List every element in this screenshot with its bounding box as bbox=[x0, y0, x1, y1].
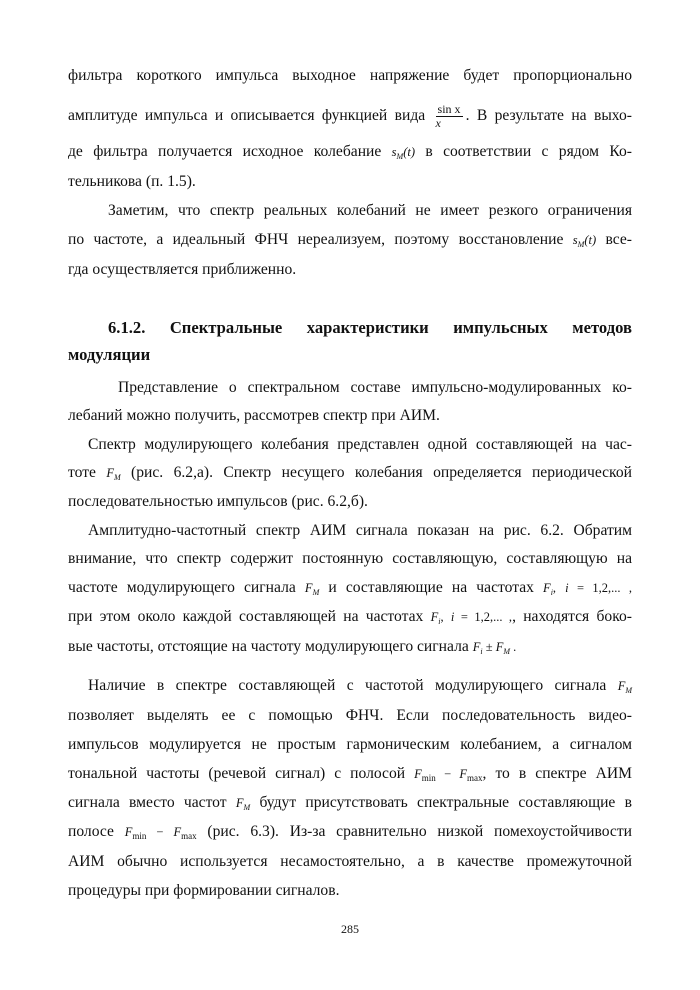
text-line: внимание, что спектр содержит постоянную составляющую, составляющую на bbox=[68, 550, 632, 567]
text-line: по частоте, а идеальный ФНЧ нереализуем, поэтому восстановление $s_M(t)$ все- bbox=[68, 231, 632, 249]
text-line: тоте $F_M$ (рис. 6.2,а). Спектр несущего колебания определяется периодической bbox=[68, 464, 632, 482]
text-line: импульсов модулируется не простым гармоническим колебанием, а сигналом bbox=[68, 736, 632, 753]
freq-Fi-formula: $F_i$, bbox=[543, 581, 557, 597]
index-range-formula: i = 1,2,... , bbox=[565, 581, 632, 595]
page-number: 285 bbox=[341, 922, 359, 936]
text-line: Наличие в спектре составляющей с частотой модулирующего сигнала $F_M$ bbox=[88, 677, 632, 695]
signal-sm-formula: $s_M(t)$ bbox=[391, 145, 416, 161]
text-line: АИМ обычно используется несамостоятельно, а в качестве промежуточной bbox=[68, 853, 632, 870]
text-line: позволяет выделять ее с помощью ФНЧ. Если последовательность видео- bbox=[68, 707, 632, 724]
section-heading-line2: модуляции bbox=[68, 345, 151, 364]
text-line: Представление о спектральном составе импульсно-модулированных ко- bbox=[118, 379, 632, 396]
text-line: последовательностью импульсов (рис. 6.2,б). bbox=[68, 493, 368, 510]
text-line: де фильтра получается исходное колебание $s_M(t)$ в соответствии с рядом Ко- bbox=[68, 143, 633, 161]
text-line: Заметим, что спектр реальных колебаний не имеет резкого ограничения bbox=[108, 202, 632, 219]
text-line: амплитуде импульса и описывается функцией вида $\frac{\text{sin x}}{x}$ . В результате на выхо- bbox=[68, 102, 632, 130]
text-line: гда осуществляется приближенно. bbox=[68, 261, 297, 278]
text-line: тельникова (п. 1.5). bbox=[68, 173, 196, 190]
freq-FM-formula: $F_M$ bbox=[304, 581, 320, 597]
freq-Fi-pm-FM-formula: $F_i \pm F_M$ . bbox=[472, 640, 517, 656]
band-Fmin-Fmax-formula: $F_{min} - F_{max}$ bbox=[414, 767, 483, 783]
text-line: фильтра короткого импульса выходное напряжение будет пропорционально bbox=[68, 67, 632, 84]
text-line: Амплитудно-частотный спектр АИМ сигнала показан на рис. 6.2. Обратим bbox=[88, 522, 632, 539]
sinx-over-x-formula: $\frac{\text{sin x}}{x}$ bbox=[435, 102, 461, 130]
text-line: Спектр модулирующего колебания представлен одной составляющей на час- bbox=[88, 436, 632, 453]
freq-FM-formula: $F_M$ bbox=[235, 796, 251, 812]
text-line: полосе $F_{min} - F_{max}$ (рис. 6.3). Из-за сравнительно низкой помехоустойчивости bbox=[68, 823, 633, 841]
text-line: частоте модулирующего сигнала $F_M$ и составляющие на частотах $F_i$, i = 1,2,... , bbox=[68, 579, 632, 597]
text-line: процедуры при формировании сигналов. bbox=[68, 882, 340, 899]
signal-sm-formula: $s_M(t)$ bbox=[572, 233, 597, 249]
freq-Fi-formula: $F_i$, bbox=[430, 610, 444, 626]
text-line: лебаний можно получить, рассмотрев спектр при АИМ. bbox=[68, 407, 440, 424]
band-Fmin-Fmax-formula: $F_{min} - F_{max}$ bbox=[124, 825, 197, 841]
text-line: вые частоты, отстоящие на частоту модулирующего сигнала $F_i \pm F_M$ . bbox=[68, 638, 517, 656]
freq-FM-formula: $F_M$ bbox=[617, 679, 632, 695]
freq-FM-formula: $F_M$ bbox=[106, 466, 121, 482]
section-heading: 6.1.2. Спектральные характеристики импульсных методов bbox=[108, 318, 632, 337]
text-line: сигнала вместо частот $F_M$ будут присутствовать спектральные составляющие в bbox=[68, 794, 632, 812]
text-line: при этом около каждой составляющей на частотах $F_i$, i = 1,2,... ,, находятся боко- bbox=[68, 608, 632, 626]
text-line: тональной частоты (речевой сигнал) с полосой $F_{min} - F_{max}$, то в спектре АИМ bbox=[68, 765, 632, 783]
index-range-formula: i = 1,2,... , bbox=[450, 610, 513, 624]
